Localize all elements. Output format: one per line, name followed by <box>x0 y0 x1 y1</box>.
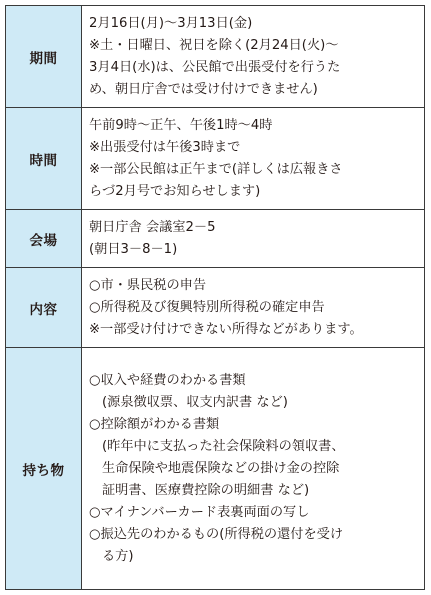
venue-address: (朝日3－8－1) <box>89 241 178 257</box>
belongings-item-3: ○マイナンバーカード表裏両面の写し <box>89 504 310 520</box>
belongings-item-4: ○振込先のわかるもの(所得税の還付を受け <box>89 526 344 542</box>
content-belongings <box>82 348 425 590</box>
info-table <box>5 5 425 590</box>
content-venue <box>82 210 425 268</box>
period-note-line-1: ※土・日曜日、祝日を除く(2月24日(火)～ <box>89 37 339 53</box>
content-time <box>82 108 425 210</box>
belongings-item-1-detail: (源泉徴収票、収支内訳書 など) <box>102 394 288 410</box>
row-venue <box>6 210 425 268</box>
content-item-2: ○所得税及び復興特別所得税の確定申告 <box>89 299 325 315</box>
content-content <box>82 268 425 348</box>
belongings-item-2-detail-3: 証明書、医療費控除の明細書 など) <box>102 482 310 498</box>
time-note-2-line-2: らづ2月号でお知らせします) <box>89 183 261 199</box>
belongings-item-2: ○控除額がわかる書類 <box>89 416 220 432</box>
time-note-2-line-1: ※一部公民館は正午まで(詳しくは広報きさ <box>89 161 343 177</box>
row-time <box>6 108 425 210</box>
content-note: ※一部受け付けできない所得などがあります。 <box>89 321 363 337</box>
belongings-item-2-detail-2: 生命保険や地震保険などの掛け金の控除 <box>102 460 340 476</box>
content-period <box>82 6 425 108</box>
belongings-item-1: ○収入や経費のわかる書類 <box>89 372 246 388</box>
row-belongings <box>6 348 425 590</box>
period-note-line-2: 3月4日(水)は、公民館で出張受付を行うた <box>89 59 341 75</box>
belongings-item-4-cont: る方) <box>102 548 134 564</box>
period-note-line-3: め、朝日庁舎では受け付けできません) <box>89 81 318 97</box>
label-belongings: 持ち物 <box>6 348 82 590</box>
venue-name: 朝日庁舎 会議室2－5 <box>89 219 216 235</box>
content-item-1: ○市・県民税の申告 <box>89 277 207 293</box>
belongings-item-2-detail-1: (昨年中に支払った社会保険料の領収書、 <box>102 438 345 454</box>
row-period <box>6 6 425 108</box>
label-venue: 会場 <box>6 210 82 268</box>
label-time: 時間 <box>6 108 82 210</box>
period-dates: 2月16日(月)～3月13日(金) <box>89 15 253 31</box>
label-period: 期間 <box>6 6 82 108</box>
time-hours: 午前9時～正午、午後1時～4時 <box>89 117 273 133</box>
time-note-1: ※出張受付は午後3時まで <box>89 139 241 155</box>
row-content <box>6 268 425 348</box>
label-content: 内容 <box>6 268 82 348</box>
